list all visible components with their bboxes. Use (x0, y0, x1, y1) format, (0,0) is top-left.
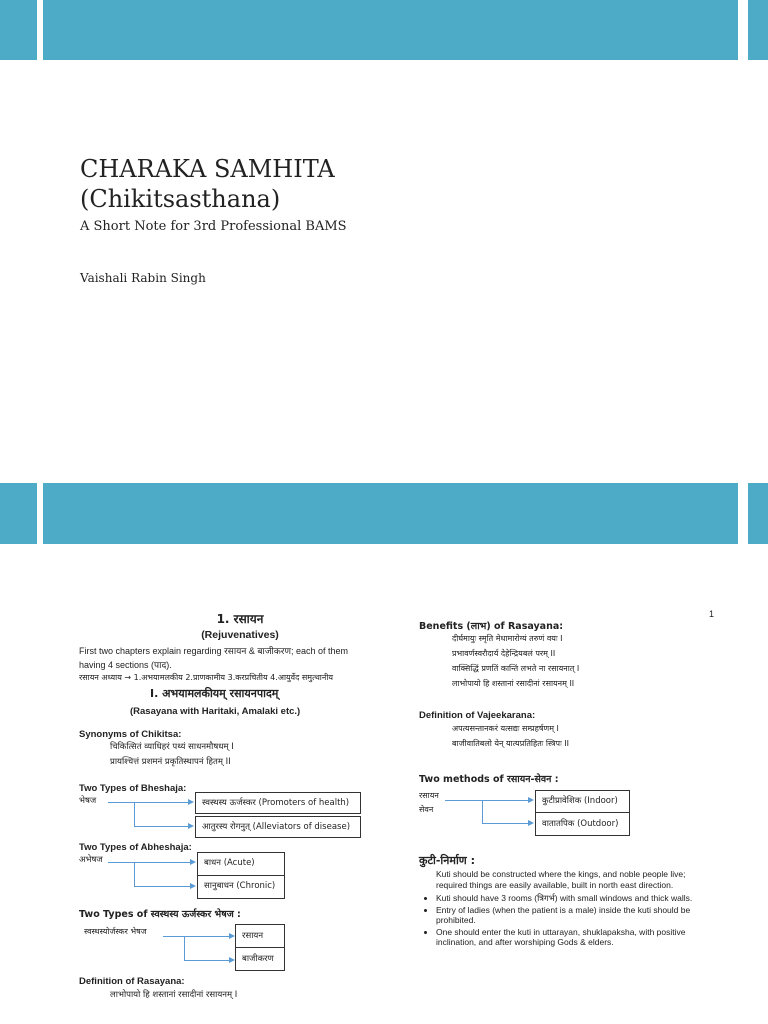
methods-connector-v (482, 800, 483, 823)
benefits-line-2: प्रभावर्णस्वरौदार्य देहेन्द्रियबलं परम् II (452, 649, 556, 658)
bheshaja-heading: Two Types of Bheshaja: (79, 783, 187, 794)
section-title: I. अभयामलकीयम् रसायनपादम् (150, 687, 279, 700)
kuti-intro-line-2: required things are easily available, built in north east direction. (436, 880, 674, 890)
bheshaja-label: भेषज (79, 796, 97, 806)
synonyms-line-1: चिकित्सितं व्याधिहरं पथ्यं साधनमौषधम् I (110, 742, 234, 752)
urjaskar-connector-h2 (184, 960, 229, 961)
urjaskar-box-rasayana: रसायन (235, 924, 285, 948)
benefits-line-1: दीर्घमायुः स्मृति मेधामारोग्यं तरुणं वयः I (452, 634, 563, 643)
list-item: • Entry of ladies (when the patient is a male) inside the kuti should be prohibited. (436, 905, 722, 926)
def-rasayana-heading: Definition of Rasayana: (79, 976, 185, 987)
chapter-subtitle: (Rejuvenatives) (201, 629, 279, 641)
bheshaja-box-alleviators: आतुरस्य रोगनुत् (Alleviators of disease) (195, 816, 361, 838)
vajee-line-2: बाजीवातिबलो येन् यात्यप्रतिहितः स्त्रिपः II (452, 739, 569, 748)
benefits-heading: Benefits (लाभ) of Rasayana: (419, 621, 564, 632)
kuti-list (422, 893, 722, 949)
intro-line-3: रसायन अध्याय → 1.अभयामलकीय 2.प्राणकामीय 3.करप्रचितीय 4.आयुर्वेद समुत्थानीय (79, 673, 334, 682)
vajee-heading: Definition of Vajeekarana: (419, 710, 536, 721)
abheshaja-arrow-2 (190, 883, 196, 889)
bheshaja-connector-h2 (134, 826, 188, 827)
methods-connector-h1 (445, 800, 528, 801)
cover-bottom-band (0, 483, 768, 544)
vajee-line-1: अपत्यसन्तानकरं यत्सद्यः सम्प्रहर्षणम् I (452, 724, 559, 733)
def-rasayana-line: लाभोपायो हि शस्तानां रसादीनां रसायनम् I (110, 990, 238, 1000)
cover-author: Vaishali Rabin Singh (80, 271, 206, 285)
cover-title (80, 154, 335, 214)
kuti-heading: कुटी-निर्माण : (419, 854, 475, 867)
intro-line-2: having 4 sections (पाद). (79, 660, 172, 670)
band-divider-left-bottom (37, 483, 43, 544)
urjaskar-box-vajikarana: बाजीकरण (235, 947, 285, 971)
methods-label-2: सेवन (419, 805, 434, 814)
cover-title-line1: CHARAKA SAMHITA (80, 155, 335, 183)
methods-box-outdoor: वातातपिक (Outdoor) (535, 812, 630, 836)
kuti-intro (436, 869, 686, 891)
bheshaja-arrow-2 (188, 823, 194, 829)
bheshaja-connector-v (134, 802, 135, 826)
abheshaja-connector-v (134, 862, 135, 886)
list-item: • One should enter the kuti in uttarayan, shuklapaksha, with positive inclination, and after worshiping Gods & elders. (436, 927, 722, 948)
abheshaja-connector-h1 (108, 862, 190, 863)
abheshaja-label: अभेषज (79, 855, 103, 865)
methods-connector-h2 (482, 823, 528, 824)
page-number: 1 (709, 609, 715, 619)
abheshaja-arrow-1 (190, 859, 196, 865)
methods-box-indoor: कुटीप्रावेशिक (Indoor) (535, 790, 630, 813)
abheshaja-box-chronic: सानुबाधन (Chronic) (197, 875, 285, 899)
intro-line-1: First two chapters explain regarding रसायन & बाजीकरण; each of them (79, 646, 348, 656)
methods-arrow-2 (528, 820, 534, 826)
methods-arrow-1 (528, 797, 534, 803)
methods-label-1: रसायन (419, 791, 439, 800)
band-divider-right-bottom (738, 483, 748, 544)
abheshaja-connector-h2 (134, 886, 190, 887)
cover-subtitle: A Short Note for 3rd Professional BAMS (80, 219, 347, 234)
benefits-line-4: लाभोपायो हि शस्तानां रसादीनां रसायनम् II (452, 679, 575, 688)
band-divider-left (37, 0, 43, 60)
abheshaja-heading: Two Types of Abheshaja: (79, 842, 192, 853)
urjaskar-connector-v (184, 936, 185, 960)
synonyms-heading: Synonyms of Chikitsa: (79, 729, 182, 740)
bheshaja-box-promoters: स्वस्थस्य ऊर्जस्कर (Promoters of health) (195, 792, 361, 814)
urjaskar-heading: Two Types of स्वस्थस्य ऊर्जस्कर भेषज : (79, 909, 241, 920)
list-item: • Kuti should have 3 rooms (त्रिगर्भ) with small windows and thick walls. (436, 893, 722, 904)
bheshaja-arrow-1 (188, 799, 194, 805)
cover-title-line2: (Chikitsasthana) (80, 185, 281, 213)
methods-heading: Two methods of रसायन-सेवन : (419, 774, 559, 785)
band-divider-right (738, 0, 748, 60)
cover-top-band (0, 0, 768, 60)
benefits-line-3: वाक्सिद्धिं प्रणतिं कान्तिं लभते ना रसायनात् I (452, 664, 580, 673)
kuti-intro-line-1: Kuti should be constructed where the kings, and noble people live; (436, 869, 686, 879)
bheshaja-connector-h1 (108, 802, 188, 803)
synonyms-line-2: प्रायश्चित्तं प्रशमनं प्रकृतिस्थापनं हितम् II (110, 757, 231, 767)
section-subtitle: (Rasayana with Haritaki, Amalaki etc.) (130, 706, 301, 717)
urjaskar-label: स्वस्थस्योर्जस्कर भेषज (84, 927, 147, 936)
abheshaja-box-acute: बाधन (Acute) (197, 852, 285, 876)
chapter-title: 1. रसायन (216, 612, 264, 626)
urjaskar-connector-h1 (163, 936, 229, 937)
